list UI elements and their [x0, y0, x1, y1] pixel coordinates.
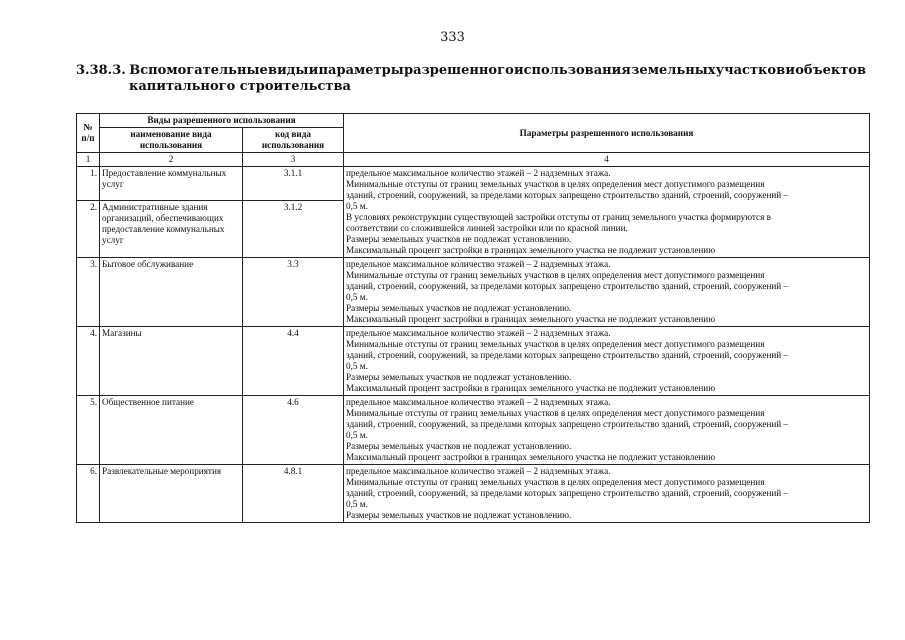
row-number: 6.: [77, 465, 100, 523]
table-row: [77, 258, 870, 327]
row-code: 4.4: [243, 327, 344, 396]
param-line: 0,5 м.: [346, 361, 368, 371]
heading-word: параметры: [318, 63, 404, 78]
row-parameters: [344, 167, 870, 258]
param-line: Максимальный процент застройки в границах земельного участка не подлежит установлению: [346, 314, 716, 324]
param-line: предельное максимальное количество этажей – 2 надземных этажа.: [346, 397, 611, 407]
param-line: Минимальные отступы от границ земельных участков в целях определения мест допустимого размещения: [346, 179, 765, 189]
param-line: Размеры земельных участков не подлежат установлению.: [346, 510, 572, 520]
param-line: Минимальные отступы от границ земельных участков в целях определения мест допустимого размещения: [346, 270, 765, 280]
heading-line-2: капитального строительства: [129, 79, 351, 94]
row-code: 3.1.2: [243, 201, 344, 258]
row-name: Развлекательные мероприятия: [100, 465, 243, 523]
param-line: соответствии со сложившейся линией застройки или по красной линии.: [346, 223, 628, 233]
param-line: 0,5 м.: [346, 201, 368, 211]
param-line: зданий, строений, сооружений, за пределами которых запрещено строительство зданий, строений, сооружений –: [346, 281, 789, 291]
heading-word: виды: [268, 63, 309, 78]
param-line: Минимальные отступы от границ земельных участков в целях определения мест допустимого размещения: [346, 339, 765, 349]
row-number: 5.: [77, 396, 100, 465]
param-line: Минимальные отступы от границ земельных участков в целях определения мест допустимого размещения: [346, 477, 765, 487]
param-line: 0,5 м.: [346, 499, 368, 509]
header-number: № п/п: [77, 114, 100, 153]
row-number: 1.: [77, 167, 100, 201]
param-line: Максимальный процент застройки в границах земельного участка не подлежит установлению: [346, 245, 716, 255]
row-code: 3.3: [243, 258, 344, 327]
table-row: [77, 167, 870, 201]
row-name: Бытовое обслуживание: [100, 258, 243, 327]
param-line: Размеры земельных участков не подлежат установлению.: [346, 234, 572, 244]
column-index-row: [77, 153, 870, 167]
row-parameters: [344, 327, 870, 396]
param-line: Максимальный процент застройки в границах земельного участка не подлежит установлению: [346, 383, 716, 393]
heading-word: и: [785, 63, 796, 78]
param-line: Размеры земельных участков не подлежат установлению.: [346, 372, 572, 382]
param-line: Максимальный процент застройки в границах земельного участка не подлежит установлению: [346, 452, 716, 462]
heading-word: использования: [513, 63, 631, 78]
param-line: 0,5 м.: [346, 292, 368, 302]
param-line: Размеры земельных участков не подлежат установлению.: [346, 303, 572, 313]
heading-word: земельных: [631, 63, 716, 78]
header-code: код вида использования: [243, 128, 344, 153]
row-code: 4.6: [243, 396, 344, 465]
param-line: зданий, строений, сооружений, за пределами которых запрещено строительство зданий, строений, сооружений –: [346, 488, 789, 498]
param-line: Размеры земельных участков не подлежат установлению.: [346, 441, 572, 451]
row-code: 3.1.1: [243, 167, 344, 201]
param-line: зданий, строений, сооружений, за пределами которых запрещено строительство зданий, строений, сооружений –: [346, 419, 789, 429]
row-name: Общественное питание: [100, 396, 243, 465]
row-parameters: [344, 258, 870, 327]
param-line: предельное максимальное количество этажей – 2 надземных этажа.: [346, 328, 611, 338]
heading-word: Вспомогательные: [129, 63, 268, 78]
heading-word: участков: [715, 63, 786, 78]
row-number: 3.: [77, 258, 100, 327]
row-code: 4.8.1: [243, 465, 344, 523]
param-line: 0,5 м.: [346, 430, 368, 440]
param-line: В условиях реконструкции существующей застройки отступы от границ земельного участка формируются в: [346, 212, 772, 222]
row-parameters: [344, 465, 870, 523]
row-name: Предоставление коммунальных услуг: [100, 167, 243, 201]
table-row: [77, 465, 870, 523]
param-line: зданий, строений, сооружений, за пределами которых запрещено строительство зданий, строений, сооружений –: [346, 350, 789, 360]
row-name: Магазины: [100, 327, 243, 396]
param-line: предельное максимальное количество этажей – 2 надземных этажа.: [346, 168, 611, 178]
header-name: наименование вида использования: [100, 128, 243, 153]
param-line: предельное максимальное количество этажей – 2 надземных этажа.: [346, 466, 611, 476]
heading-line-1: [76, 63, 866, 79]
column-index: 3: [243, 153, 344, 167]
column-index: 1: [77, 153, 100, 167]
parameters-table: [76, 113, 870, 523]
row-name: Административные здания организаций, обеспечивающих предоставление коммунальных услуг: [100, 201, 243, 258]
column-index: 2: [100, 153, 243, 167]
row-number: 4.: [77, 327, 100, 396]
row-number: 2.: [77, 201, 100, 258]
param-line: зданий, строений, сооружений, за пределами которых запрещено строительство зданий, строений, сооружений –: [346, 190, 789, 200]
heading-word: разрешенного: [403, 63, 514, 78]
table-row: [77, 396, 870, 465]
heading-word: объектов: [795, 63, 866, 78]
row-parameters: [344, 396, 870, 465]
section-number: 3.38.3.: [76, 63, 126, 78]
param-line: предельное максимальное количество этажей – 2 надземных этажа.: [346, 259, 611, 269]
column-index: 4: [344, 153, 870, 167]
page-number: 333: [440, 30, 465, 45]
header-use-kinds: Виды разрешенного использования: [100, 114, 344, 128]
param-line: Минимальные отступы от границ земельных участков в целях определения мест допустимого размещения: [346, 408, 765, 418]
section-heading: [76, 63, 866, 95]
table-row: [77, 327, 870, 396]
header-parameters: Параметры разрешенного использования: [344, 114, 870, 153]
heading-word: и: [308, 63, 319, 78]
